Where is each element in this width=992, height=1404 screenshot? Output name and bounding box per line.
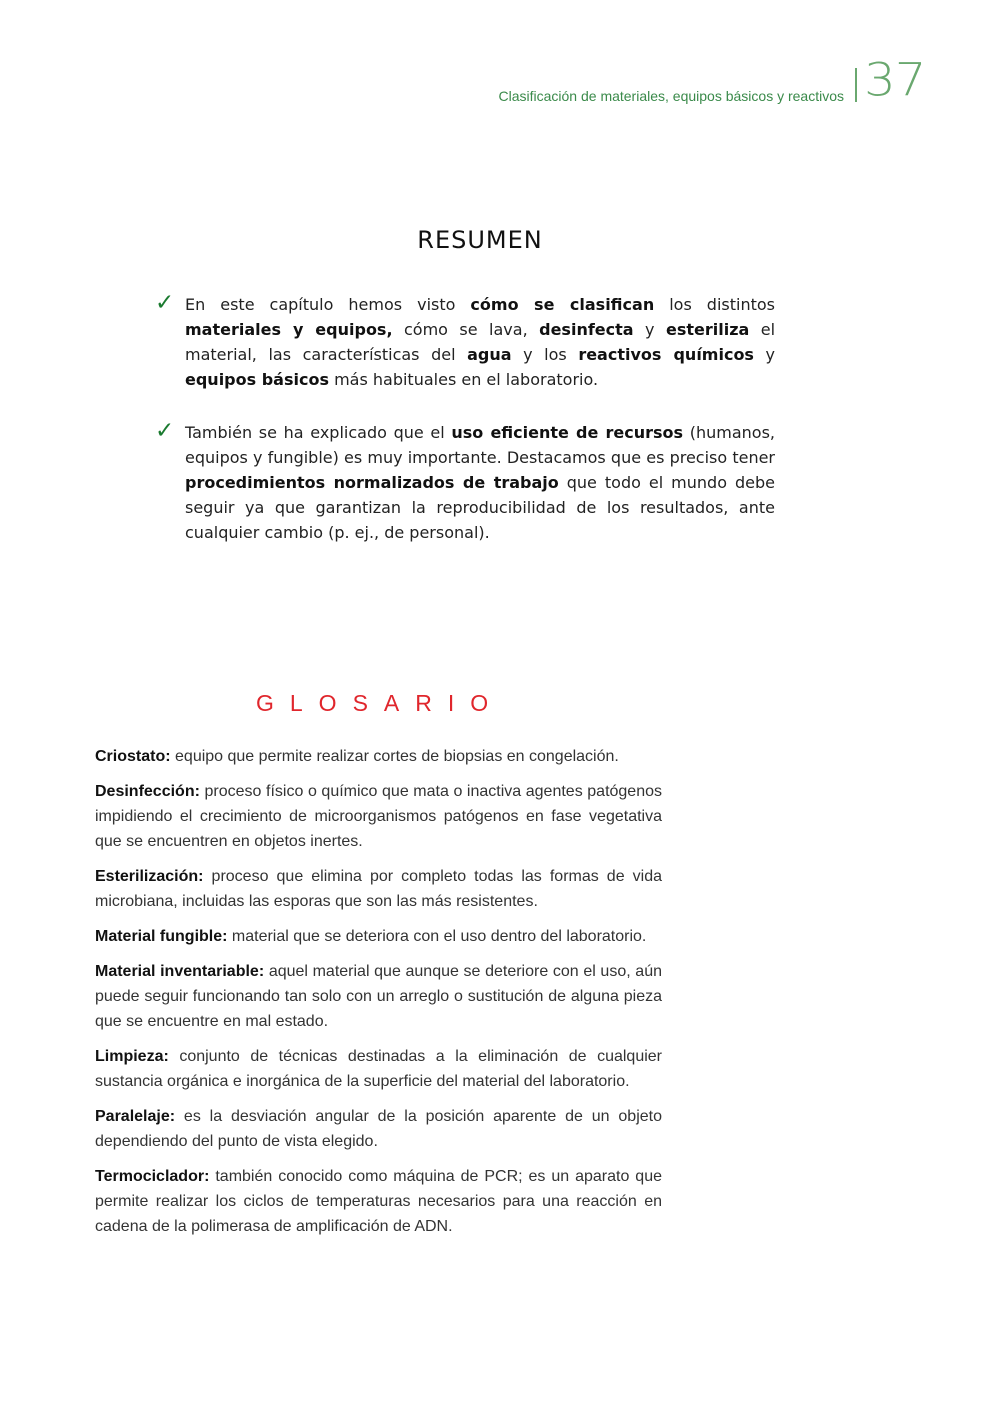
glossary-term: Paralelaje: [95, 1108, 176, 1125]
glossary-entry [95, 1164, 662, 1239]
glossary-term: Limpieza: [95, 1048, 169, 1065]
bold-phrase: reactivos químicos [578, 345, 754, 364]
glossary-definition: es la desviación angular de la posición aparente de un objeto dependiendo del punto de vista elegido. [95, 1108, 662, 1150]
glossary-entry [95, 1104, 662, 1154]
glossary-term: Termociclador: [95, 1168, 210, 1185]
text-run: más habituales en el laboratorio. [328, 370, 599, 389]
glossary-term: Criostato: [95, 748, 171, 765]
resumen-bullet-text [185, 292, 775, 392]
resumen-bullet-text [185, 420, 775, 545]
glossary-definition: también conocido como máquina de PCR; es un aparato que permite realizar los ciclos de temperaturas necesarios para una reacción en cadena de la polimerasa de amplificación de ADN. [95, 1168, 663, 1235]
glossary-term: Esterilización: [95, 868, 204, 885]
bold-phrase: procedimientos normalizados de trabajo [185, 473, 559, 492]
text-run: los distintos [654, 295, 775, 314]
checkmark-icon: ✓ [155, 418, 175, 444]
glossary-term: Material inventariable: [95, 963, 265, 980]
resumen-bullet [155, 420, 775, 545]
glossary-definition: proceso físico o químico que mata o inactiva agentes patógenos impidiendo el crecimiento de microorganismos patógenos en fase vegetativa que se encuentren en objetos inertes. [95, 783, 663, 850]
resumen-bullet [155, 292, 775, 392]
bold-phrase: cómo se clasifican [470, 295, 655, 314]
text-run: En este capítulo hemos visto [185, 295, 471, 314]
glossary-definition: aquel material que aunque se deteriore con el uso, aún puede seguir funcionando tan solo con un arreglo o sustitución de alguna pieza que se encuentre en mal estado. [95, 963, 662, 1030]
text-run: cómo se lava, [392, 320, 540, 339]
resumen-title: RESUMEN [417, 226, 543, 254]
glossary-definition: material que se deteriora con el uso dentro del laboratorio. [231, 928, 647, 945]
text-run: y [753, 345, 776, 364]
chapter-title: Clasificación de materiales, equipos básicos y reactivos [498, 88, 844, 104]
glossary-term: Material fungible: [95, 928, 228, 945]
bold-phrase: uso eficiente de recursos [451, 423, 684, 442]
bold-phrase: desinfecta [539, 320, 634, 339]
glossary-definition: conjunto de técnicas destinadas a la eliminación de cualquier sustancia orgánica e inorgánica de la superficie del material del laboratorio. [95, 1048, 662, 1090]
checkmark-icon: ✓ [155, 290, 175, 316]
bold-phrase: equipos básicos [185, 370, 329, 389]
page-number: 37 [864, 53, 926, 107]
glossary-list [95, 744, 662, 1249]
text-run: y [633, 320, 666, 339]
glossary-entry [95, 1044, 662, 1094]
glossary-entry [95, 864, 662, 914]
bold-phrase: esteriliza [665, 320, 750, 339]
bold-phrase: agua [467, 345, 512, 364]
glosario-title: GLOSARIO [256, 690, 505, 716]
text-run: el material, las características del [185, 320, 776, 364]
glossary-entry [95, 744, 662, 769]
glossary-definition: proceso que elimina por completo todas las formas de vida microbiana, incluidas las esporas que son las más resistentes. [95, 868, 663, 910]
glossary-entry [95, 779, 662, 854]
text-run: que todo el mundo debe seguir ya que garantizan la reproducibilidad de los resultados, ante cualquier cambio (p. ej., de personal). [185, 473, 775, 542]
glossary-definition: equipo que permite realizar cortes de biopsias en congelación. [175, 748, 619, 765]
glossary-term: Desinfección: [95, 783, 200, 800]
bold-phrase: materiales y equipos, [185, 320, 393, 339]
glossary-entry [95, 959, 662, 1034]
text-run: También se ha explicado que el [185, 423, 452, 442]
text-run: (humanos, equipos y fungible) es muy importante. Destacamos que es preciso tener [185, 423, 776, 467]
text-run: y los [511, 345, 579, 364]
glossary-entry [95, 924, 662, 949]
header-divider [855, 68, 857, 102]
